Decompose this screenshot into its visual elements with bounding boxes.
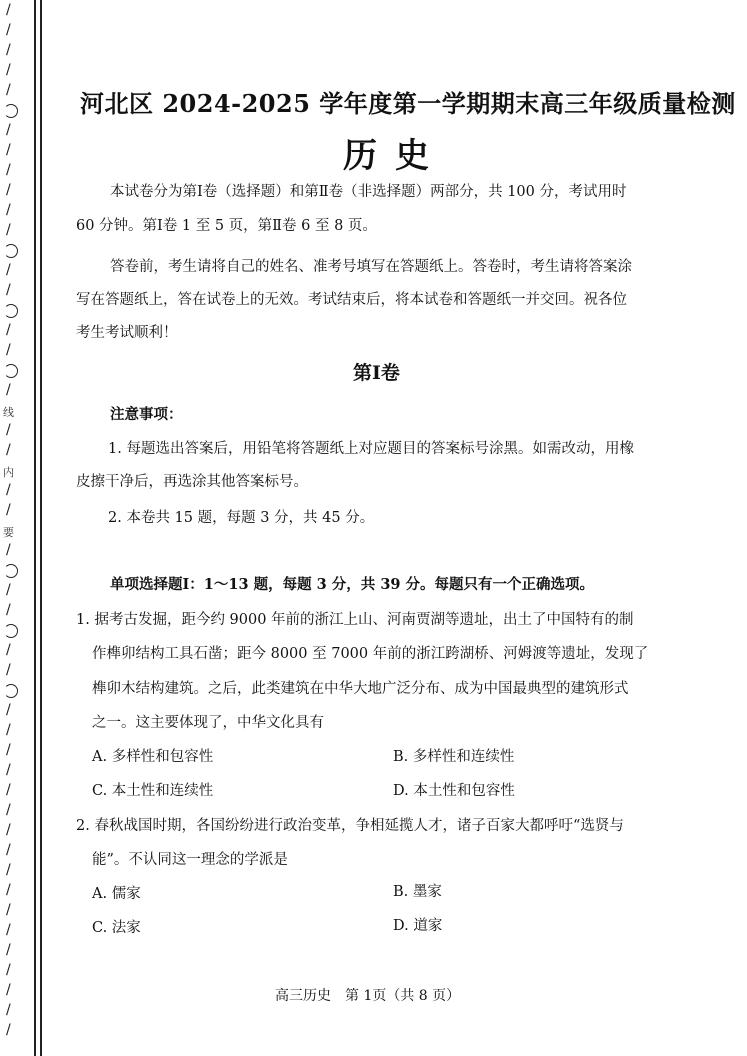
binding-tick-mark: / (6, 322, 11, 338)
question-line: 能”。不认同这一理念的学派是 (92, 852, 288, 868)
question-line: 榫卯木结构建筑。之后，此类建筑在中华大地广泛分布、成为中国最典型的建筑形式 (92, 681, 629, 697)
binding-tick-mark: / (6, 282, 11, 298)
binding-tick-mark: / (6, 262, 11, 278)
option-d: D. 本土性和包容性 (393, 783, 515, 799)
binding-tick-mark: / (6, 482, 11, 498)
binding-tick-mark: / (6, 742, 11, 758)
question-line: 1. 据考古发掘，距今约 9000 年前的浙江上山、河南贾湖等遗址，出土了中国特有的制 (76, 612, 634, 628)
binding-tick-mark: / (6, 82, 11, 98)
binding-tick-mark: / (6, 202, 11, 218)
question-line: 之一。这主要体现了，中华文化具有 (92, 715, 324, 731)
notice-heading: 注意事项： (110, 406, 183, 423)
binding-tick-mark: / (6, 642, 11, 658)
binding-tick-mark: / (6, 582, 11, 598)
intro-line: 写在答题纸上，答在试卷上的无效。考试结束后，将本试卷和答题纸一并交回。祝各位 (76, 292, 627, 308)
binding-tick-mark: / (6, 822, 11, 838)
single-choice-heading: 单项选择题Ⅰ：1～13 题，每题 3 分，共 39 分。每题只有一个正确选项。 (110, 576, 595, 593)
binding-hole-mark (4, 104, 18, 118)
option-a: A. 儒家 (92, 886, 141, 902)
binding-tick-mark: / (6, 1022, 11, 1038)
binding-line (34, 0, 36, 1056)
page-footer: 高三历史 第 1页（共 8 页） (275, 988, 461, 1004)
binding-tick-mark: / (6, 382, 11, 398)
intro-line: 本试卷分为第Ⅰ卷（选择题）和第Ⅱ卷（非选择题）两部分，共 100 分，考试用时 (110, 184, 627, 200)
binding-margin (0, 0, 30, 1056)
option-b: B. 墨家 (393, 884, 442, 900)
intro-line: 考生考试顺利！ (76, 325, 178, 341)
intro-line: 60 分钟。第Ⅰ卷 1 至 5 页，第Ⅱ卷 6 至 8 页。 (76, 218, 377, 234)
binding-tick-mark: / (6, 1002, 11, 1018)
binding-tick-mark: / (6, 922, 11, 938)
option-c: C. 本土性和连续性 (92, 783, 214, 799)
binding-tick-mark: / (6, 542, 11, 558)
option-b: B. 多样性和连续性 (393, 749, 515, 765)
binding-tick-mark: / (6, 2, 11, 18)
binding-tick-mark: / (6, 882, 11, 898)
section-title: 第Ⅰ卷 (353, 362, 400, 384)
binding-tick-mark: / (6, 22, 11, 38)
binding-tick-mark: / (6, 42, 11, 58)
binding-tick-mark: / (6, 962, 11, 978)
binding-hole-mark (4, 564, 18, 578)
subject-title: 历史 (343, 136, 447, 176)
binding-tick-mark: / (6, 142, 11, 158)
question-line: 作榫卯结构工具石凿；距今 8000 至 7000 年前的浙江跨湖桥、河姆渡等遗址，发现了 (92, 646, 649, 662)
binding-tick-mark: / (6, 982, 11, 998)
binding-tick-mark: / (6, 762, 11, 778)
binding-tick-mark: / (6, 442, 11, 458)
binding-label: 线 (3, 406, 14, 419)
notice-line: 1. 每题选出答案后，用铅笔将答题纸上对应题目的答案标号涂黑。如需改动，用橡 (108, 441, 634, 457)
binding-label: 要 (3, 526, 14, 539)
binding-tick-mark: / (6, 782, 11, 798)
binding-tick-mark: / (6, 122, 11, 138)
binding-line (40, 0, 42, 1056)
binding-tick-mark: / (6, 862, 11, 878)
binding-hole-mark (4, 364, 18, 378)
binding-tick-mark: / (6, 422, 11, 438)
notice-line: 皮擦干净后，再选涂其他答案标号。 (76, 474, 308, 490)
binding-hole-mark (4, 684, 18, 698)
option-d: D. 道家 (393, 918, 443, 934)
binding-tick-mark: / (6, 502, 11, 518)
binding-tick-mark: / (6, 722, 11, 738)
binding-tick-mark: / (6, 602, 11, 618)
exam-title: 河北区 2024-2025 学年度第一学期期末高三年级质量检测 (80, 89, 736, 118)
binding-tick-mark: / (6, 662, 11, 678)
binding-hole-mark (4, 624, 18, 638)
binding-hole-mark (4, 244, 18, 258)
binding-tick-mark: / (6, 942, 11, 958)
binding-tick-mark: / (6, 222, 11, 238)
binding-tick-mark: / (6, 162, 11, 178)
binding-tick-mark: / (6, 342, 11, 358)
binding-tick-mark: / (6, 182, 11, 198)
option-a: A. 多样性和包容性 (92, 749, 214, 765)
binding-tick-mark: / (6, 62, 11, 78)
question-line: 2. 春秋战国时期，各国纷纷进行政治变革，争相延揽人才，诸子百家大都呼吁“选贤与 (76, 818, 624, 834)
binding-tick-mark: / (6, 842, 11, 858)
intro-line: 答卷前，考生请将自己的姓名、准考号填写在答题纸上。答卷时，考生请将答案涂 (110, 259, 632, 275)
option-c: C. 法家 (92, 920, 141, 936)
binding-tick-mark: / (6, 702, 11, 718)
binding-label: 内 (3, 466, 14, 479)
notice-line: 2. 本卷共 15 题，每题 3 分，共 45 分。 (108, 510, 375, 526)
binding-tick-mark: / (6, 802, 11, 818)
binding-tick-mark: / (6, 902, 11, 918)
binding-hole-mark (4, 304, 18, 318)
